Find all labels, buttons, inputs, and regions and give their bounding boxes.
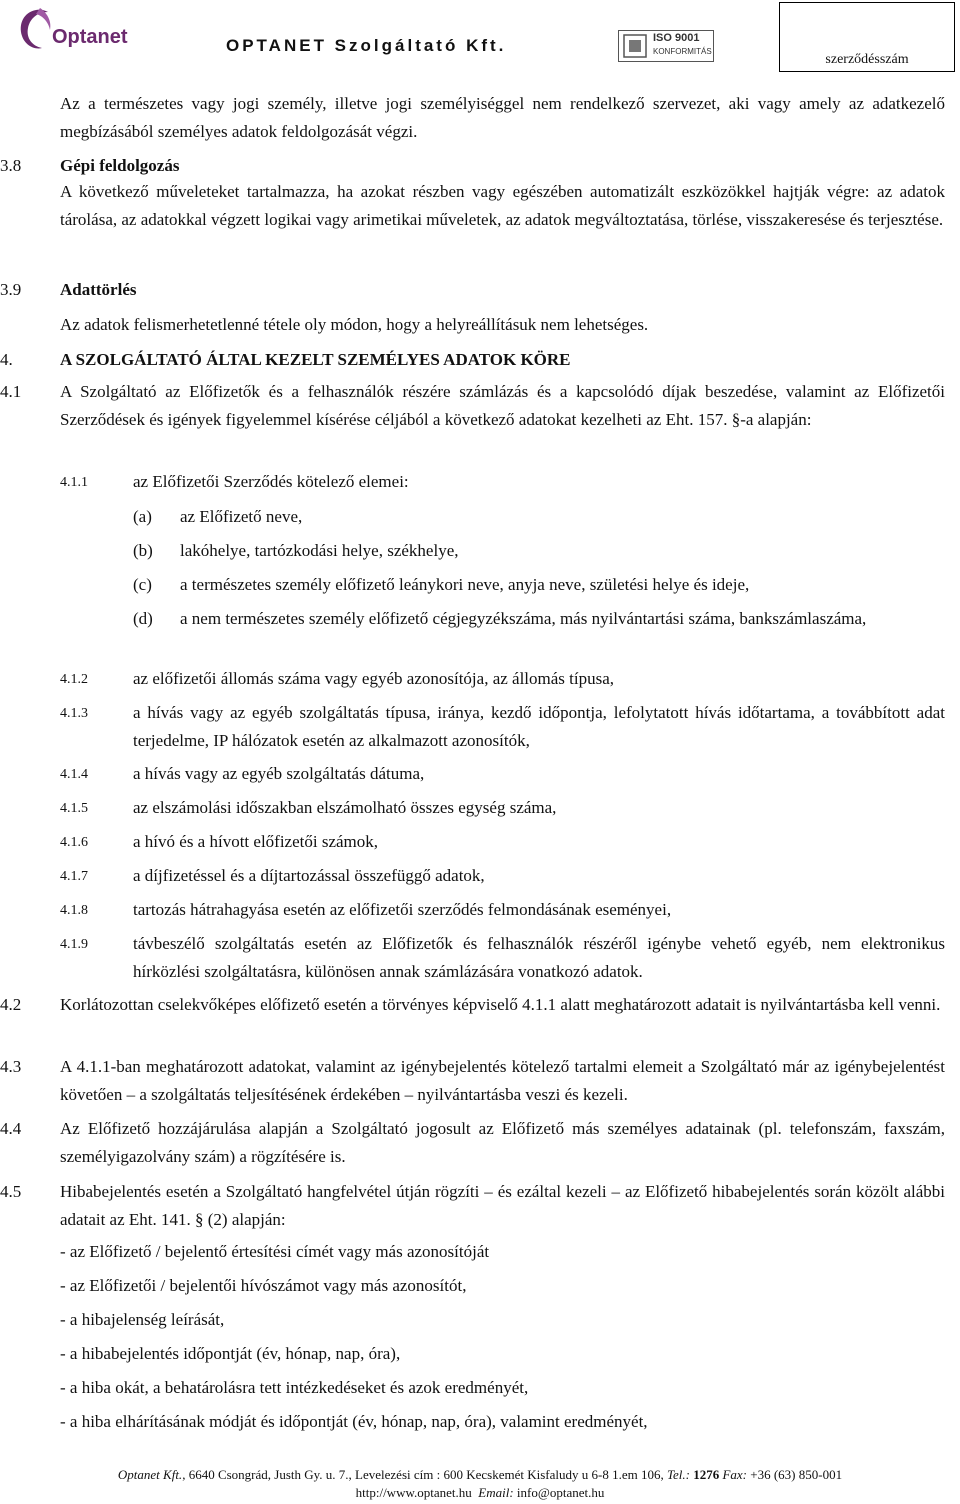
section-4-1-7-text: a díjfizetéssel és a díjtartozással összefüggő adatok, <box>133 866 485 885</box>
optanet-logo <box>14 4 134 54</box>
section-4-1-7-number: 4.1.7 <box>60 869 88 884</box>
iso-line2: KONFORMITÁS <box>653 47 712 56</box>
dash-item: - a hibajelenség leírását, <box>60 1310 225 1329</box>
item-b-label: (b) <box>133 541 153 560</box>
logo-text: Optanet <box>52 26 128 48</box>
section-4-3-text: A 4.1.1-ban meghatározott adatokat, valamint az igénybejelentés kötelező tartalmi elemeit a Szolgáltató már az igénybejelentést követően – a szolgáltatás teljesítésének érdekében – nyilvántartásba veszi és kezeli. <box>60 1057 945 1104</box>
footer-fax: +36 (63) 850-001 <box>747 1467 843 1482</box>
section-4-1-5-number: 4.1.5 <box>60 801 88 816</box>
item-d-text: a nem természetes személy előfizető cégjegyzékszáma, más nyilvántartási száma, bankszámlaszáma, <box>180 609 867 628</box>
section-4-1-3-text: a hívás vagy az egyéb szolgáltatás típusa, iránya, kezdő időpontja, lefolytatott hívás időtartama, a továbbított adat terjedelme, IP hálózatok esetén az alkalmazott azonosítók, <box>133 703 945 750</box>
logo-swoosh-icon <box>16 6 56 52</box>
section-4-1-3-number: 4.1.3 <box>60 706 88 721</box>
dash-item: - az Előfizetői / bejelentői hívószámot vagy más azonosítót, <box>60 1276 467 1295</box>
item-c-text: a természetes személy előfizető leánykori neve, anyja neve, születési helye és ideje, <box>180 575 750 594</box>
item-b-text: lakóhelye, tartózkodási helye, székhelye, <box>180 541 459 560</box>
section-4-1-2-number: 4.1.2 <box>60 672 88 687</box>
section-4-1-4-text: a hívás vagy az egyéb szolgáltatás dátuma, <box>133 764 425 783</box>
iso-line1: ISO 9001 <box>653 32 700 44</box>
section-3-8-number: 3.8 <box>0 156 22 175</box>
section-4-5-number: 4.5 <box>0 1182 22 1201</box>
item-a-label: (a) <box>133 507 152 526</box>
intro-paragraph: Az a természetes vagy jogi személy, illetve jogi személyiséggel nem rendelkező szervezet, aki vagy amely az adatkezelő megbízásából személyes adatok feldolgozását végzi. <box>60 94 945 141</box>
footer-fax-label: Fax: <box>722 1467 747 1482</box>
section-4-1-5-text: az elszámolási időszakban elszámolható összes egység száma, <box>133 798 557 817</box>
item-a-text: az Előfizető neve, <box>180 507 303 526</box>
section-4-number: 4. <box>0 350 13 369</box>
contract-number-label: szerződésszám <box>825 52 909 67</box>
section-4-1-8-text: tartozás hátrahagyása esetén az előfizetői szerződés felmondásának eseményei, <box>133 900 672 919</box>
section-4-title: A SZOLGÁLTATÓ ÁLTAL KEZELT SZEMÉLYES ADATOK KÖRE <box>60 350 571 369</box>
footer-company: Optanet Kft. <box>117 1467 183 1482</box>
dash-item: - az Előfizető / bejelentő értesítési címét vagy más azonosítóját <box>60 1242 490 1261</box>
iso-seal-icon <box>623 34 647 58</box>
section-3-9-number: 3.9 <box>0 280 22 299</box>
footer-email-label: Email: <box>478 1485 514 1500</box>
dash-item: - a hibabejelentés időpontját (év, hónap, nap, óra), <box>60 1344 401 1363</box>
section-3-9-title: Adattörlés <box>60 280 137 299</box>
contract-number-box[interactable] <box>779 2 955 72</box>
company-name: OPTANET Szolgáltató Kft. <box>226 36 507 55</box>
section-4-1-body: A Szolgáltató az Előfizetők és a felhasználók részére számlázás és a kapcsolódó díjak beszedése, valamint az Előfizetői Szerződések és igények figyelemmel kísérése céljából a következő adatokat kezelheti az Eht. 157. §-a alapján: <box>60 382 945 429</box>
dash-item: - a hiba okát, a behatárolásra tett intézkedéseket és azok eredményét, <box>60 1378 529 1397</box>
section-4-1-9-number: 4.1.9 <box>60 937 88 952</box>
section-3-9-body: Az adatok felismerhetetlenné tétele oly módon, hogy a helyreállításuk nem lehetséges. <box>60 315 649 334</box>
section-4-4-text: Az Előfizető hozzájárulása alapján a Szolgáltató jogosult az Előfizető más személyes adatainak (pl. telefonszám, faxszám, személyigazolvány szám) a rögzítésére is. <box>60 1119 945 1166</box>
section-4-4-number: 4.4 <box>0 1119 22 1138</box>
iso-badge <box>618 30 714 62</box>
footer-website-link[interactable]: http://www.optanet.hu <box>355 1485 472 1500</box>
footer-tel-label: Tel.: <box>666 1467 690 1482</box>
section-4-1-9-text: távbeszélő szolgáltatás esetén az Előfizetők és felhasználók részéről igénybe vehető egyéb, nem elektronikus hírközlési szolgáltatásra, különösen annak számlázására vonatkozó adatok. <box>133 934 945 981</box>
footer-line-2 <box>0 1484 960 1502</box>
footer-line-1 <box>0 1466 960 1484</box>
section-4-1-6-text: a hívó és a hívott előfizetői számok, <box>133 832 379 851</box>
section-3-8-title: Gépi feldolgozás <box>60 156 180 175</box>
section-4-1-2-text: az előfizetői állomás száma vagy egyéb azonosítója, az állomás típusa, <box>133 669 615 688</box>
section-4-1-4-number: 4.1.4 <box>60 767 88 782</box>
section-4-5-text: Hibabejelentés esetén a Szolgáltató hangfelvétel útján rögzíti – és ezáltal kezeli – az Előfizető hibabejelentés során közölt alábbi adatait az Eht. 141. § (2) alapján: <box>60 1182 945 1229</box>
item-c-label: (c) <box>133 575 152 594</box>
section-4-1-number: 4.1 <box>0 382 22 401</box>
section-4-1-1-number: 4.1.1 <box>60 475 88 490</box>
section-4-1-8-number: 4.1.8 <box>60 903 88 918</box>
section-4-2-number: 4.2 <box>0 995 22 1014</box>
section-3-8-body: A következő műveleteket tartalmazza, ha azokat részben vagy egészében automatizált eszközökkel hajtják végre: az adatok tárolása, az adatokkal végzett logikai vagy arimetikai műveletek, az adatok megváltoztatása, törlése, visszakeresése és terjesztése. <box>60 182 945 229</box>
item-d-label: (d) <box>133 609 153 628</box>
dash-item: - a hiba elhárításának módját és időpontját (év, hónap, nap, óra), valamint eredményét, <box>60 1412 648 1431</box>
section-4-1-6-number: 4.1.6 <box>60 835 88 850</box>
section-4-2-text: Korlátozottan cselekvőképes előfizető esetén a törvényes képviselő 4.1.1 alatt meghatározott adatait is nyilvántartásba kell venni. <box>60 995 941 1014</box>
section-4-1-1-text: az Előfizetői Szerződés kötelező elemei: <box>133 472 409 491</box>
footer-tel: 1276 <box>689 1467 723 1482</box>
section-4-3-number: 4.3 <box>0 1057 22 1076</box>
footer-email-link[interactable]: info@optanet.hu <box>513 1485 605 1500</box>
footer-address: , 6640 Csongrád, Justh Gy. u. 7., Levelezési cím : 600 Kecskemét Kisfaludy u 6-8 1.em 106, <box>182 1467 667 1482</box>
